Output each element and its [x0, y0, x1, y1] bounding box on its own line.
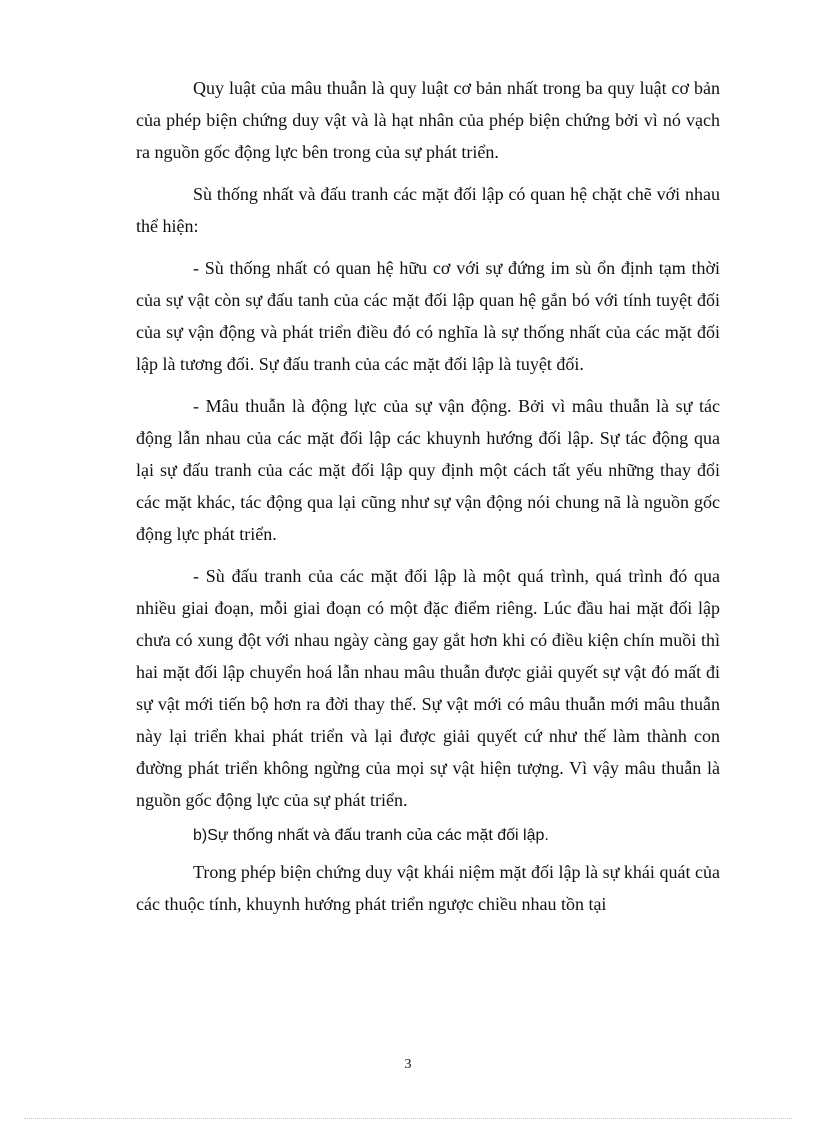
- paragraph-unity-relative: - Sù thống nhất có quan hệ hữu cơ với sự đứng im sù ổn định tạm thời của sự vật còn sự đấu tanh của các mặt đối lập quan hệ gắn bó với tính tuyệt đối của sự vận động và phát triển điều đó có nghĩa là sự thống nhất của các mặt đối lập là tương đối. Sự đấu tranh của các mặt đối lập là tuyệt đối.: [136, 258, 720, 374]
- page-bottom-divider: [24, 1118, 792, 1119]
- paragraph-struggle-process: - Sù đấu tranh của các mặt đối lập là một quá trình, quá trình đó qua nhiều giai đoạn, mỗi giai đoạn có một đặc điểm riêng. Lúc đầu hai mặt đối lập chưa có xung đột với nhau ngày càng gay gắt hơn khi có điều kiện chín muồi thì hai mặt đối lập chuyển hoá lẫn nhau mâu thuẫn được giải quyết sự vật đó mất đi sự vật mới tiến bộ hơn ra đời thay thế. Sự vật mới có mâu thuẫn mới mâu thuẫn này lại triển khai phát triển và lại được giải quyết cứ như thế làm thành con đường phát triển không ngừng của mọi sự vật hiện tượng. Vì vậy mâu thuẫn là nguồn gốc động lực của sự phát triển.: [136, 566, 720, 810]
- page-body: [136, 72, 720, 930]
- paragraph-contradiction-driving-force: - Mâu thuẫn là động lực của sự vận động. Bởi vì mâu thuẫn là sự tác động lẫn nhau của các mặt đối lập các khuynh hướng đối lập. Sự tác động qua lại sự đấu tranh của các mặt đối lập quy định một cách tất yếu những thay đổi các mặt khác, tác động qua lại cũng như sự vận động nói chung nã là nguồn gốc động lực phát triển.: [136, 396, 720, 544]
- section-heading-b: b)Sự thống nhất và đấu tranh của các mặt đối lập.: [193, 827, 549, 844]
- paragraph-opposites-definition: Trong phép biện chứng duy vật khái niệm mặt đối lập là sự khái quát của các thuộc tính, khuynh hướng phát triển ngược chiều nhau tồn tại: [136, 862, 720, 914]
- page-number: 3: [404, 1057, 412, 1072]
- paragraph-contradiction-law: Quy luật của mâu thuẫn là quy luật cơ bản nhất trong ba quy luật cơ bản của phép biện chứng duy vật và là hạt nhân của phép biện chứng bởi vì nó vạch ra nguồn gốc động lực bên trong của sự phát triển.: [136, 78, 720, 162]
- paragraph-unity-struggle-intro: Sù thống nhất và đấu tranh các mặt đối lập có quan hệ chặt chẽ với nhau thể hiện:: [136, 184, 720, 236]
